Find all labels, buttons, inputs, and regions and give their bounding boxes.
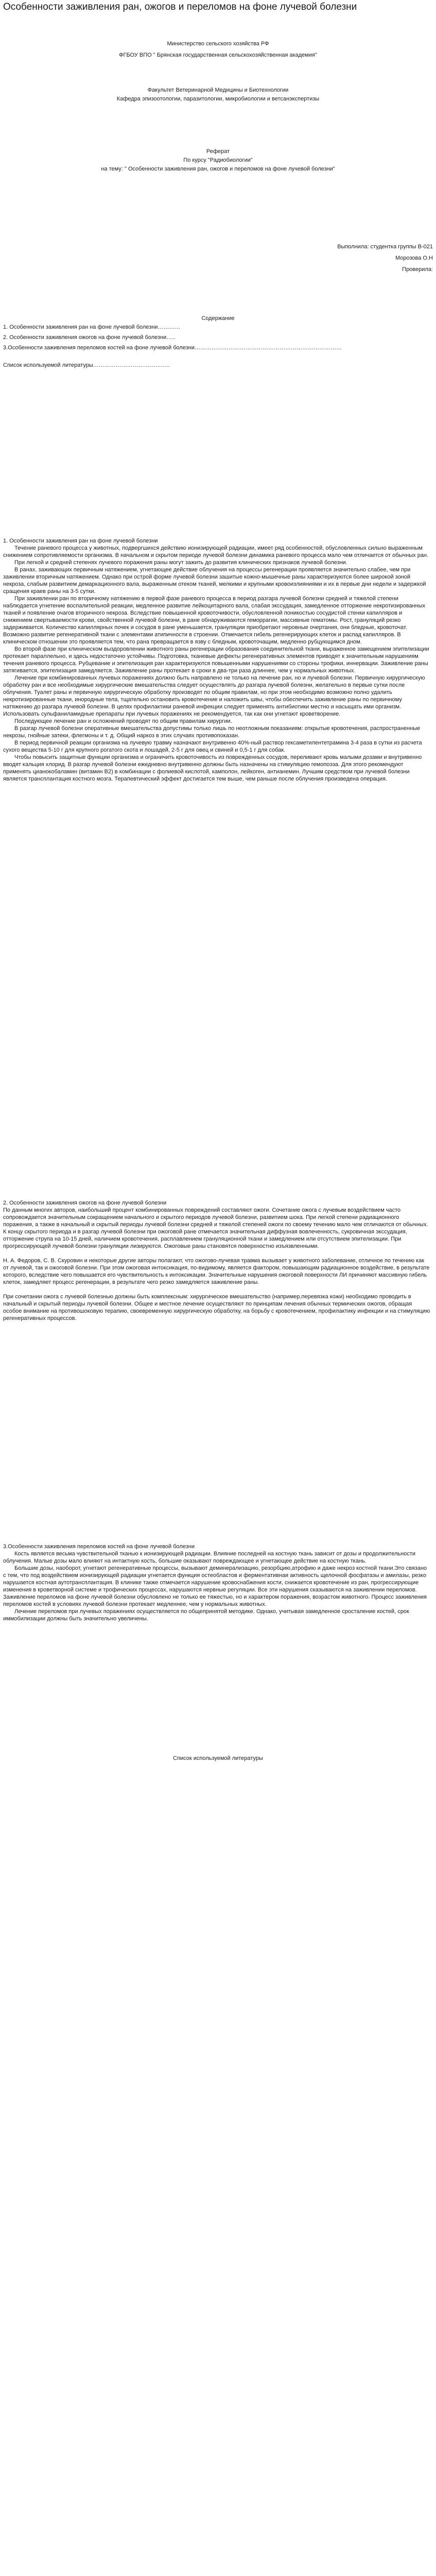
toc-item: 1. Особенности заживления ран на фоне лучевой болезни………… (3, 324, 181, 330)
section1-paragraph: Чтобы повысить защитные функции организма и ограничить кровоточивость из поврежденных сосудов, переливают кровь малыми дозами и внутривенно вводят кальция хлорид. В разгар лучевой болезни ежедневно внутривенно должны быть назначены на стимуляцию гемопоэза. Для этого рекомендуют применять цианокобаламин (витамин В2) в комбинации с фолиевой кислотой, камполон, лейкоген, антианемин. Лучшим средством при лучевой болезни является трансплантация костного мозга. Терапевтический эффект достигается тем выше, чем раньше после облучения произведена операция. (3, 754, 422, 782)
author-name: Морозова О.Н (395, 255, 433, 261)
section2-paragraph: При сочетании ожога с лучевой болезнью должны быть комплексным: хирургическое вмешательство (например,перевязка кожи) необходимо проводить в начальный и скрытый периоды лучевой болезни. Общее и местное лечение осуществляют по принципам лечения обычных термических ожогов, обращая особое внимание на противошоковую терапию, своевременную хирургическую обработку, на борьбу с кровотечением, профилактику инфекции и на стимуляцию регенеративных процессов. (3, 1294, 430, 1321)
section3-paragraph: Большие дозы, наоборот, угнетают регенеративные процессы, вызывают деминерализацию, резорбцию,атрофию и даже некроз костной ткани.Это связано с тем, что под воздействием ионизирующей радиации угнетается функция остеобластов и ферментативная активность щелочной фосфатазы и амилазы, резко нарушается костная аутотрансплантация. В клинике также отмечается нарушение кровоснабжения кости, снижается кровотечение из ран, прогрессирующие изменения в кроветворной системе и трофических процессах, нарушаются нервные регуляции. Все эти нарушения сказываются на заживлении переломов. Заживление переломов на фоне лучевой болезни обусловлено не только ее тяжестью, но и характером поражения, возрастом животного. Процесс заживления переломов костей в условиях лучевой болезни протекает медленнее, чем у нормальных животных. (3, 1565, 427, 1607)
ministry-line: Министерство сельского хозяйства РФ (167, 41, 269, 47)
section3-paragraph: Лечение переломов при лучевых поражениях осуществляется по общепринятой методике. Однако, учитывая замедленное сросталение костей, срок иммобилизации должны быть значительно увеличены. (3, 1608, 409, 1622)
document-title: Особенности заживления ран, ожогов и переломов на фоне лучевой болезни (3, 2, 357, 12)
report-kind: Реферат (206, 148, 230, 155)
faculty-line: Факультет Ветеринарной Медицины и Биотехнологии (147, 87, 289, 93)
university-line: ФГБОУ ВПО " Брянская государственная сельскохозяйственная академия" (119, 52, 317, 58)
section1-heading: 1. Особенности заживления ран на фоне лучевой болезни (3, 538, 158, 544)
references-heading: Список используемой литературы (173, 1755, 263, 1761)
section1-paragraph: При заживлении ран по вторичному натяжению в первой фазе раневого процесса в период разгара лучевой болезни средней и тяжелой степени наблюдается угнетение воспалительной реакции, медленное развитие лейкоцитарного вала, слабая экссудация, замедленное отторжение некротизированных тканей и появление очагов вторичного некроза. Вследствие повышенной кровоточивости, обусловленной поникостью сосудистой стенки капилляров и снижением свертываемости крови, свойственной лучевой болезни, в ране обнаруживаются геморрагии, массивные гематомы. Рост, грануляций резко задерживается. Количество капиллярных почек и сосудов в ране уменьшается, грануляции приобретают неровные очертания, они бледные, кровоточат. Возможно развитие регенеративной ткани с элементами атипичности в строении. Отмечается гибель регенерирующих клеток и распад капилляров. В клиническом отношении это проявляется тем, что рана превращается в язву с бледным, кровоточащим, медленно рубцующимся дном. (3, 596, 426, 645)
section1-paragraph: Во второй фазе при клиническом выздоровлении животного раны регенерации образования соединительной ткани, выраженное замещением эпителизации протекает параллельно, и здесь недостаточно устойчивы. Подготовка, тканевые дефекты регенеративных элементов приводят к значительным нарушениям течения раневого процесса. Рубцевание и эпителизация ран характеризуются повышенными нарушениями со стороны трофики, иннервации. Заживление раны затягивается, эпителизация замедляется. Заживление раны протекает в сроки в два-три раза длиннее, чем у нормальных животных. (3, 646, 429, 674)
toc-item: 2. Особенности заживления ожогов на фоне лучевой болезни….. (3, 334, 176, 341)
section2-paragraph: Н. А. Федоров, С. В. Скуровин и некоторые другие авторы полагают, что ожогово-лучевая травма вызывает у животного заболевание, отличное по течению как от лучевой, так и ожоговой болезни. При этом ожоговая интоксикация, по-видимому, является фактором, повышающим радиационное воздействие, в результате которого, вследствие чего повышается его чувствительность к интоксикации. Значительные нарушения ожоговой поверхности ЛИ причиняют массивную гибель клеток, замедляет процесс регенерации, в результате чего резко замедляется заживление раны. (3, 1258, 430, 1285)
toc-heading: Содержание (201, 315, 235, 321)
author-checked: Проверила: (402, 266, 433, 273)
section2-heading: 2. Особенности заживления ожогов на фоне лучевой болезни (3, 1200, 167, 1206)
section2-body (3, 1207, 430, 1322)
section1-paragraph: Последующее лечение ран и осложнений проводят по общим правилам хирургии. (14, 718, 232, 724)
section1-paragraph: В разгар лучевой болезни оперативные вмешательства допустимы только лишь по неотложным показаниям: открытые кровотечения, распространенные некрозы, гнойные затеки, флегмоны и т. д. Общий наркоз в этих случаях противопоказан. (3, 725, 421, 739)
section3-paragraph: Кость является весьма чувствительной тканью к ионизирующей радиации. Влияние последней на костную ткань зависит от дозы и продолжительности облучения. Малые дозы мало влияют на интактную кость, большие оказывают повреждающее и угнетающее действие на костную ткань. (3, 1551, 415, 1564)
department-line: Кафедра эпизоотологии, паразитологии, микробиологии и ветсанэкспертизы (116, 96, 320, 102)
section1-paragraph: В ранах, заживающих первичным натяжением, угнетающее действие облучения на процессы регенерации проявляется значительно слабее, чем при заживлении вторичным натяжением. Однако при острой форме лучевой болезни зашитые кожно-мышечные раны характеризуются более широкой зоной некроза, слабым развитием демаркационного вала, выраженным отеком тканей, мелкими и крупными кровоизлияниями и их в первые дни недели и задержкой сращения краев раны на 3-5 сутки. (3, 567, 426, 595)
toc-item: 3.Особенности заживления переломов костей на фоне лучевой болезни…………………………………………………………………… (3, 345, 342, 351)
section3-body (3, 1550, 430, 1622)
section1-body (3, 545, 430, 783)
report-course: По курсу "Радиобиологии" (183, 157, 253, 163)
author-performed: Выполнила: студентка группы В-021 (337, 244, 433, 250)
section1-paragraph: Лечение при комбинированных лучевых поражениях должно быть направлено не только на лечение ран, но и лучевой болезни. Первичную хирургическую обработку ран и все необходимые хирургические вмешательства следует осуществлять до разгара лучевой болезни, желательно в первые сутки после облучения. Туалет раны и первичную хирургическую обработку производят по общим правилам, но при этом необходимо возможно полно удалить некротизированные ткани, инородные тела, тщательно остановить кровотечение и наложить швы, чтобы обеспечить заживление раны по первичному натяжению до разгара лучевой болезни. В целях профилактики раневой инфекции следует применять антибиотики местно и насыщать ими организм. Использовать сульфаниламидные препараты при лучевых поражениях не рекомендуется, так как они угнетают кроветворение. (3, 675, 425, 717)
section1-paragraph: При легкой и средней степенях лучевого поражения раны могут зажить до развития клинических признаков лучевой болезни. (14, 560, 347, 566)
section2-paragraph: По данным многих авторов, наибольший процент комбинированных повреждений составляют ожоги. Сочетание ожога с лучевым воздействием часто сопровождается значительным сокращением начального и скрытого периодов лучевой болезни, развитием шока. При легкой степени радиационного поражения, а также в начальный и скрытый периоды лучевой болезни средней и тяжелой степеней ожоги по своему течению мало чем отличаются от обычных. К концу скрытого периода и в разгар лучевой болезни при ожоговой ране отмечается значительная диффузная вовлеченность, сукровичная экссудация, отторжение струпа на 10-15 дней, наличием кровотечения, расплавлением грануляционной ткани и замедлением или отсутствием эпителизации. При прогрессирующей лучевой болезни грануляции лизируются. Ожоговые раны становятся поверхностно изъязвленными. (3, 1207, 428, 1249)
report-topic: на тему: " Особенности заживления ран, ожогов и переломов на фоне лучевой болезни" (101, 166, 335, 172)
section1-paragraph: В период первичной реакции организма на лучевую травму назначают внутривенно 40%-ный раствор гексаметилентетрамина 3-4 раза в сутки из расчета сухого вещества 5-10 г для крупного рогатого скота и лошадей, 2-5 г для овец и свиней и 0,5-1 г для собак. (3, 740, 422, 753)
toc-item: Список используемой литературы………………………………….. (3, 362, 170, 368)
section3-heading: 3.Особенности заживления переломов костей на фоне лучевой болезни (3, 1544, 195, 1550)
section1-paragraph: Течение раневого процесса у животных, подвергшихся действию ионизирующей радиации, имеет ряд особенностей, обусловленных сильно выраженным снижением сопротивляемости организма. В начальном и скрытом периоде лучевой болезни динамика раневого процесса мало чем отличается от обычных ран. (3, 545, 429, 558)
